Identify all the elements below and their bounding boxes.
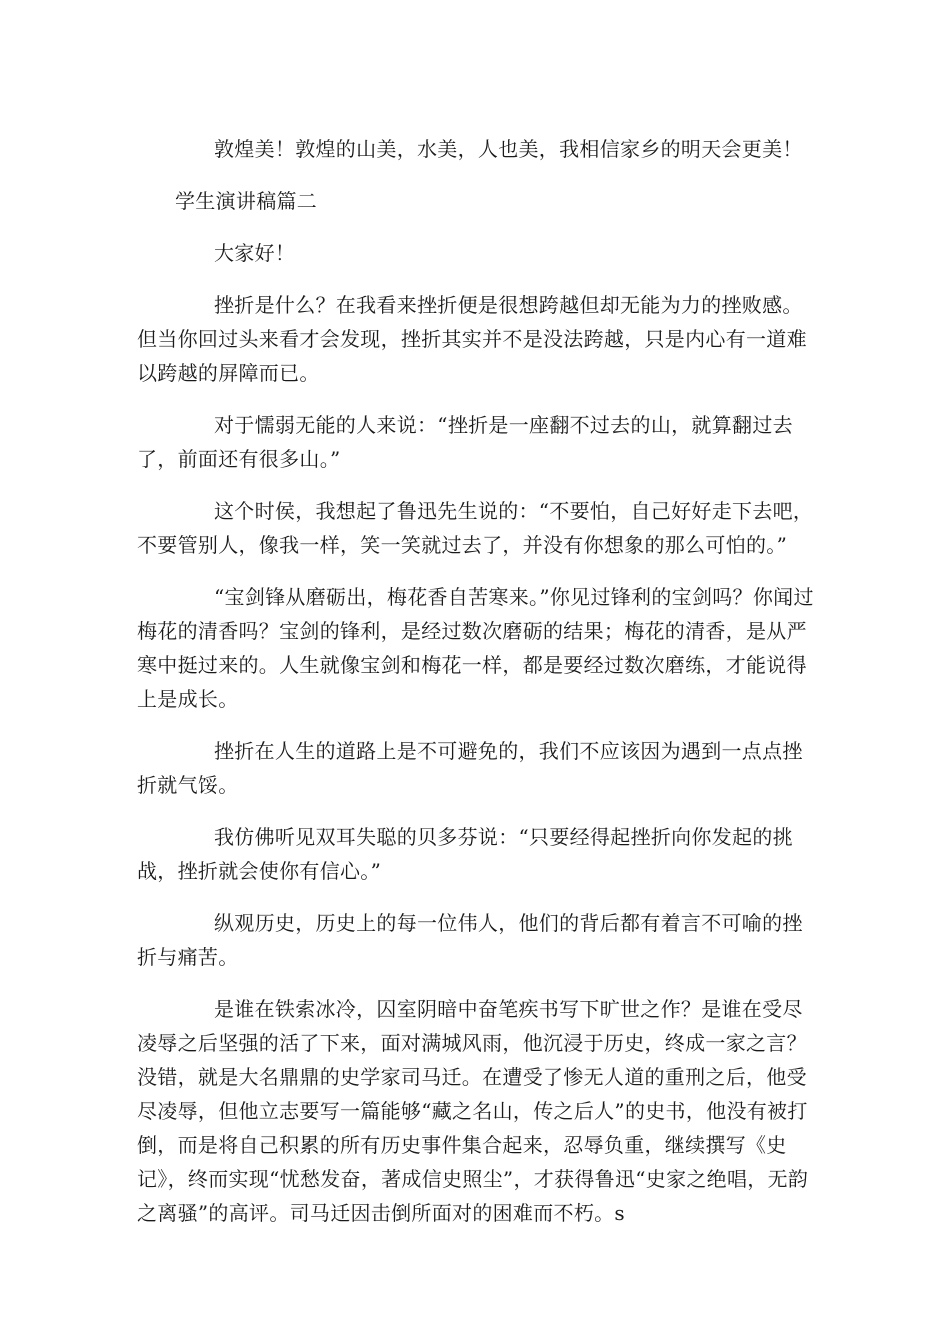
body-paragraph: 对于懦弱无能的人来说：“挫折是一座翻不过去的山，就算翻过去了，前面还有很多山。”	[137, 413, 793, 471]
section-title: 学生演讲稿篇二	[175, 189, 318, 213]
document-body	[137, 132, 817, 1230]
body-paragraph: 挫折是什么？在我看来挫折便是很想跨越但却无能为力的挫败感。但当你回过头来看才会发现，挫折其实并不是没法跨越，只是内心有一道难以跨越的屏障而已。	[137, 293, 807, 385]
body-paragraph: 我仿佛听见双耳失聪的贝多芬说：“只要经得起挫折向你发起的挑战，挫折就会使你有信心。”	[137, 825, 793, 883]
intro-closing-paragraph: 敦煌美！敦煌的山美，水美，人也美，我相信家乡的明天会更美！	[214, 137, 803, 161]
greeting-paragraph: 大家好！	[214, 241, 296, 265]
body-paragraph: 纵观历史，历史上的每一位伟人，他们的背后都有着言不可喻的挫折与痛苦。	[137, 911, 803, 969]
body-paragraph: 这个时侯，我想起了鲁迅先生说的：“不要怕，自己好好走下去吧，不要管别人，像我一样，笑一笑就过去了，并没有你想象的那么可怕的。”	[137, 499, 814, 557]
body-paragraph: 挫折在人生的道路上是不可避免的，我们不应该因为遇到一点点挫折就气馁。	[137, 739, 803, 797]
body-paragraph: “宝剑锋从磨砺出，梅花香自苦寒来。”你见过锋利的宝剑吗？你闻过梅花的清香吗？宝剑的锋利，是经过数次磨砺的结果；梅花的清香，是从严寒中挺过来的。人生就像宝剑和梅花一样，都是要经过数次磨练，才能说得上是成长。	[137, 585, 814, 711]
body-paragraph: 是谁在铁索冰冷，囚室阴暗中奋笔疾书写下旷世之作？是谁在受尽凌辱之后坚强的活了下来，面对满城风雨，他沉浸于历史，终成一家之言？没错，就是大名鼎鼎的史学家司马迁。在遭受了惨无人道的重刑之后，他受尽凌辱，但他立志要写一篇能够“藏之名山，传之后人”的史书，他没有被打倒，而是将自己积累的所有历史事件集合起来，忍辱负重，继续撰写《史记》，终而实现“忧愁发奋，著成信史照尘”，才获得鲁迅“史家之绝唱，无韵之离骚”的高评。司马迁因击倒所面对的困难而不朽。s	[137, 997, 809, 1225]
